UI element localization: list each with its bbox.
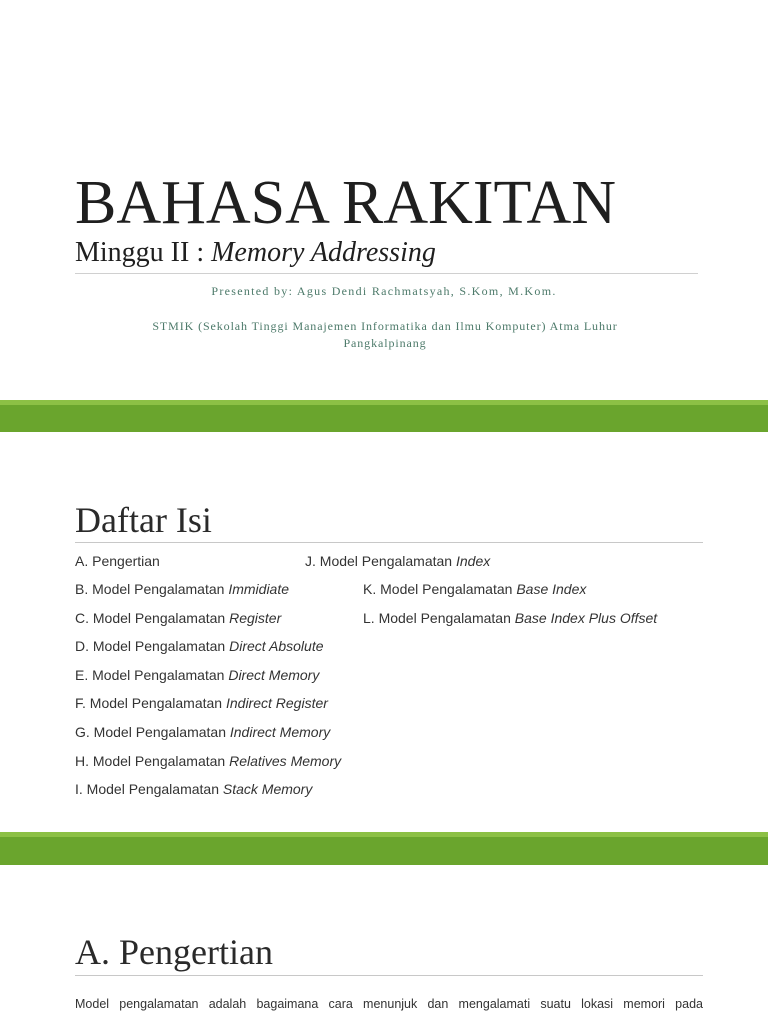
toc-item-label: E. Model Pengalamatan bbox=[75, 667, 229, 683]
toc-item bbox=[75, 723, 330, 741]
presenter-line: Presented by: Agus Dendi Rachmatsyah, S.Kom, M.Kom. bbox=[211, 284, 557, 298]
institution-text bbox=[90, 318, 680, 352]
section-title: A. Pengertian bbox=[75, 932, 273, 972]
toc-item bbox=[363, 580, 586, 598]
title-slide bbox=[0, 0, 768, 400]
section-paragraph: Model pengalamatan adalah bagaimana cara menunjuk dan mengalamati suatu lokasi memori pada bbox=[75, 997, 703, 1011]
toc-item-label: G. Model Pengalamatan bbox=[75, 724, 230, 740]
toc-item bbox=[305, 552, 490, 570]
toc-item-topic: Register bbox=[229, 610, 282, 626]
section-divider bbox=[75, 975, 703, 976]
toc-item-label: L. Model Pengalamatan bbox=[363, 610, 515, 626]
institution-line-1: STMIK (Sekolah Tinggi Manajemen Informatika dan Ilmu Komputer) Atma Luhur bbox=[152, 319, 618, 333]
toc-item-topic: Relatives Memory bbox=[229, 753, 342, 769]
toc-item-label: K. Model Pengalamatan bbox=[363, 581, 517, 597]
toc-item bbox=[75, 752, 341, 770]
toc-item bbox=[75, 666, 319, 684]
toc-item bbox=[363, 609, 657, 627]
toc-item-topic: Direct Absolute bbox=[229, 638, 324, 654]
toc-item-label: D. Model Pengalamatan bbox=[75, 638, 230, 654]
toc-item bbox=[75, 580, 289, 598]
presentation-subtitle bbox=[75, 236, 436, 270]
toc-item-label: J. Model Pengalamatan bbox=[305, 553, 456, 569]
toc-item-topic: Index bbox=[455, 553, 491, 569]
toc-item-label: C. Model Pengalamatan bbox=[75, 610, 230, 626]
toc-item-label: I. Model Pengalamatan bbox=[75, 781, 223, 797]
band-highlight bbox=[0, 832, 768, 837]
slide-separator-band bbox=[0, 832, 768, 865]
toc-item bbox=[75, 609, 281, 627]
toc-item-label: H. Model Pengalamatan bbox=[75, 753, 230, 769]
toc-item bbox=[75, 552, 160, 570]
slide-separator-band bbox=[0, 400, 768, 432]
presentation-title: BAHASA RAKITAN bbox=[75, 169, 617, 237]
toc-item-topic: Indirect Memory bbox=[229, 724, 331, 740]
toc-item-topic: Immidiate bbox=[228, 581, 290, 597]
toc-item-topic: Indirect Register bbox=[225, 695, 328, 711]
toc-divider bbox=[75, 542, 703, 543]
toc-item-topic: Direct Memory bbox=[228, 667, 320, 683]
toc-item-topic: Stack Memory bbox=[222, 781, 313, 797]
toc-item-topic: Base Index bbox=[516, 581, 587, 597]
toc-item bbox=[75, 780, 312, 798]
toc-item-label: A. Pengertian bbox=[75, 553, 160, 569]
subtitle-topic: Memory Addressing bbox=[211, 237, 436, 268]
toc-item-topic: Base Index Plus Offset bbox=[514, 610, 658, 626]
toc-item-label: B. Model Pengalamatan bbox=[75, 581, 229, 597]
toc-title: Daftar Isi bbox=[75, 500, 212, 540]
band-highlight bbox=[0, 400, 768, 405]
toc-item bbox=[75, 637, 324, 655]
toc-item bbox=[75, 694, 328, 712]
title-divider bbox=[75, 273, 698, 274]
institution-line-2: Pangkalpinang bbox=[343, 336, 427, 350]
subtitle-prefix: Minggu II : bbox=[75, 237, 212, 268]
toc-item-label: F. Model Pengalamatan bbox=[75, 695, 226, 711]
